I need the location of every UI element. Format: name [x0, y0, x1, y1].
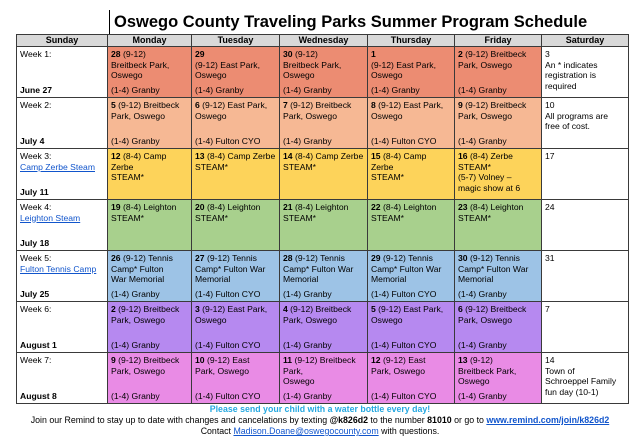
- day-afternoon-activity: (1-4) Granby: [458, 391, 507, 402]
- day-number: 9: [111, 355, 116, 365]
- day-activity-line: (9-12) East Park,: [195, 59, 260, 70]
- day-activity-line: (9-12) East Park,: [378, 100, 444, 110]
- saturday-note-line: required: [545, 80, 577, 91]
- week-label: Week 2:: [20, 100, 52, 110]
- day-activity-line: STEAM*: [458, 212, 491, 223]
- saturday-note-line: registration is: [545, 70, 597, 81]
- week-label: Week 7:: [20, 355, 52, 365]
- week-row: [17, 302, 629, 353]
- day-number: 5: [111, 100, 116, 110]
- day-number: 27: [195, 253, 205, 263]
- day-number: 21: [283, 202, 293, 212]
- day-number: 29: [195, 49, 205, 59]
- header-sunday: Sunday: [17, 35, 108, 47]
- day-activity-line: Oswego: [283, 376, 315, 387]
- day-first-line: [458, 49, 538, 60]
- day-activity-line: (9-12) East: [206, 355, 250, 365]
- day-afternoon-activity: (1-4) Granby: [283, 340, 332, 351]
- remind-text-c: or go to: [451, 415, 487, 425]
- day-activity-line: (9-12) Tennis: [122, 253, 173, 263]
- header-thursday: Thursday: [368, 35, 455, 47]
- day-first-line: [283, 253, 364, 264]
- saturday-date: 7: [545, 304, 550, 314]
- week-date: July 25: [20, 289, 50, 300]
- day-activity-line: Camp* Fulton War: [458, 263, 529, 274]
- day-activity-line: (9-12) Breitbeck: [118, 100, 180, 110]
- day-activity-line: (9-12) Breitbeck: [290, 100, 352, 110]
- saturday-note-line: fun day (10-1): [545, 386, 599, 397]
- day-afternoon-activity: (1-4) Granby: [458, 85, 507, 96]
- day-number: 14: [283, 151, 293, 161]
- day-cell: [368, 47, 455, 98]
- day-activity-line: Park, Oswego: [458, 314, 512, 325]
- day-afternoon-activity: (1-4) Granby: [111, 340, 160, 351]
- week-cell: [17, 149, 108, 200]
- day-first-line: [111, 151, 188, 172]
- day-activity-line: Camp* Fulton War: [195, 263, 266, 274]
- day-activity-line: Park, Oswego: [111, 110, 165, 121]
- saturday-date: 3: [545, 49, 550, 59]
- day-activity-line: (9-12) Breitbeck: [118, 304, 180, 314]
- day-number: 2: [458, 49, 463, 59]
- day-afternoon-activity: (1-4) Granby: [371, 85, 420, 96]
- day-activity-line: (9-12) Breitbeck: [294, 355, 356, 365]
- saturday-note-line: free of cost.: [545, 121, 590, 132]
- day-number: 28: [283, 253, 293, 263]
- day-cell: [280, 353, 368, 404]
- saturday-note-line: Schroeppel Family: [545, 376, 617, 387]
- day-first-line: [458, 304, 538, 315]
- day-afternoon-activity: (1-4) Fulton CYO: [195, 340, 261, 351]
- day-activity-line: (9-12) Breitbeck: [290, 304, 352, 314]
- day-number: 23: [458, 202, 468, 212]
- day-number: 26: [111, 253, 121, 263]
- week-label: Week 1:: [20, 49, 52, 59]
- week-cell: [17, 251, 108, 302]
- day-first-line: [195, 202, 276, 213]
- day-afternoon-activity: (1-4) Granby: [195, 85, 244, 96]
- day-activity-line: Oswego: [371, 70, 403, 81]
- remind-note: [0, 415, 640, 426]
- day-first-line: [371, 202, 451, 213]
- day-first-line: [283, 355, 364, 366]
- week-cell: [17, 200, 108, 251]
- day-afternoon-activity: (1-4) Granby: [111, 391, 160, 402]
- day-first-line: [283, 202, 364, 213]
- day-first-line: [195, 253, 276, 264]
- day-activity-line: (5-7) Volney –: [458, 172, 512, 183]
- day-activity-line: STEAM*: [283, 161, 316, 172]
- saturday-cell: [542, 251, 629, 302]
- day-cell: [455, 47, 542, 98]
- week-program-link[interactable]: Camp Zerbe Steam: [20, 161, 95, 172]
- day-number: 12: [371, 355, 381, 365]
- day-activity-line: (9-12) Breitbeck: [465, 304, 527, 314]
- day-number: 5: [371, 304, 376, 314]
- day-first-line: [371, 151, 451, 172]
- saturday-date: 14: [545, 355, 555, 365]
- day-activity-line: Park, Oswego: [371, 365, 425, 376]
- day-number: 29: [371, 253, 381, 263]
- saturday-cell: [542, 149, 629, 200]
- saturday-date: 17: [545, 151, 555, 161]
- day-activity-line: Oswego: [371, 110, 403, 121]
- contact-note: [0, 426, 640, 437]
- day-activity-line: Camp* Fulton War: [371, 263, 442, 274]
- day-activity-line: (8-4) Leighton: [294, 202, 349, 212]
- day-cell: [108, 98, 192, 149]
- day-activity-line: STEAM*: [283, 212, 316, 223]
- day-cell: [455, 149, 542, 200]
- day-activity-line: STEAM*: [371, 172, 404, 183]
- day-cell: [192, 98, 280, 149]
- day-activity-line: Camp* Fulton: [111, 263, 164, 274]
- day-cell: [192, 149, 280, 200]
- day-number: 30: [458, 253, 468, 263]
- day-activity-line: (9-12) Breitbeck: [465, 49, 527, 59]
- day-cell: [280, 251, 368, 302]
- day-activity-line: Park,: [283, 365, 304, 376]
- remind-number: 81010: [427, 415, 452, 425]
- page-title: Oswego County Traveling Parks Summer Program Schedule: [109, 10, 587, 34]
- day-activity-line: Park, Oswego: [283, 314, 337, 325]
- week-label: Week 3:: [20, 151, 52, 161]
- day-afternoon-activity: (1-4) Fulton CYO: [371, 391, 437, 402]
- week-date: August 8: [20, 391, 57, 402]
- day-afternoon-activity: (1-4) Granby: [111, 136, 160, 147]
- saturday-cell: [542, 200, 629, 251]
- day-afternoon-activity: (1-4) Granby: [458, 340, 507, 351]
- week-row: [17, 200, 629, 251]
- day-activity-line: (9-12) East: [382, 355, 426, 365]
- week-date: August 1: [20, 340, 57, 351]
- header-monday: Monday: [108, 35, 192, 47]
- day-afternoon-activity: (1-4) Fulton CYO: [371, 340, 437, 351]
- day-number: 11: [283, 355, 293, 365]
- day-activity-line: (9-12) Breitbeck: [118, 355, 180, 365]
- day-activity-line: Memorial: [195, 274, 231, 285]
- week-program-link[interactable]: Fulton Tennis Camp: [20, 263, 97, 274]
- day-number: 19: [111, 202, 121, 212]
- day-first-line: [111, 304, 188, 315]
- day-activity-line: Oswego: [111, 70, 143, 81]
- saturday-date: 24: [545, 202, 555, 212]
- week-cell: [17, 353, 108, 404]
- day-cell: [280, 200, 368, 251]
- day-cell: [455, 251, 542, 302]
- day-activity-line: (8-4) Camp Zerbe: [371, 151, 427, 172]
- day-activity-line: (8-4) Camp Zerbe: [206, 151, 276, 161]
- day-activity-line: (9-12) Tennis: [294, 253, 345, 263]
- day-first-line: [283, 151, 364, 162]
- day-cell: [455, 302, 542, 353]
- day-cell: [192, 251, 280, 302]
- header-wednesday: Wednesday: [280, 35, 368, 47]
- day-number: 6: [195, 100, 200, 110]
- day-first-line: [458, 253, 538, 264]
- day-cell: [108, 47, 192, 98]
- day-cell: [192, 302, 280, 353]
- day-activity-line: (9-12) East Park,: [371, 59, 436, 70]
- day-activity-line: (9-12) Tennis: [469, 253, 520, 263]
- day-activity-line: Park, Oswego: [111, 365, 165, 376]
- day-cell: [368, 200, 455, 251]
- day-first-line: [111, 253, 188, 264]
- day-activity-line: Park, Oswego: [111, 314, 165, 325]
- remind-code: @k826d2: [329, 415, 368, 425]
- day-afternoon-activity: (1-4) Granby: [458, 289, 507, 300]
- day-first-line: [195, 100, 276, 111]
- day-activity-line: (9-12): [469, 355, 493, 365]
- day-first-line: [371, 253, 451, 264]
- day-cell: [455, 353, 542, 404]
- day-cell: [108, 302, 192, 353]
- day-cell: [280, 98, 368, 149]
- saturday-note-line: Town of: [545, 365, 575, 376]
- week-cell: [17, 302, 108, 353]
- week-date: July 11: [20, 187, 49, 198]
- day-activity-line: Camp* Fulton War: [283, 263, 354, 274]
- day-first-line: [111, 100, 188, 111]
- day-activity-line: War Memorial: [111, 274, 165, 285]
- contact-text-b: with questions.: [378, 426, 440, 436]
- day-number: 22: [371, 202, 381, 212]
- day-activity-line: Oswego: [195, 110, 227, 121]
- week-row: [17, 251, 629, 302]
- day-activity-line: (9-12) East Park,: [202, 100, 268, 110]
- day-activity-line: (8-4) Leighton: [382, 202, 437, 212]
- saturday-cell: [542, 353, 629, 404]
- day-first-line: [195, 304, 276, 315]
- day-activity-line: Breitbeck Park,: [283, 59, 342, 70]
- day-activity-line: (8-4) Zerbe: [469, 151, 513, 161]
- day-first-line: [195, 355, 276, 366]
- saturday-note-line: All programs are: [545, 110, 609, 121]
- day-cell: [368, 302, 455, 353]
- saturday-cell: [542, 47, 629, 98]
- day-activity-line: STEAM*: [195, 212, 228, 223]
- day-activity-line: STEAM*: [195, 161, 228, 172]
- day-activity-line: (8-4) Leighton: [469, 202, 524, 212]
- day-activity-line: (9-12): [294, 49, 318, 59]
- day-number: 6: [458, 304, 463, 314]
- schedule-table: [16, 34, 629, 404]
- week-row: [17, 149, 629, 200]
- day-activity-line: (8-4) Camp Zerbe: [111, 151, 167, 172]
- day-activity-line: Oswego: [195, 314, 227, 325]
- contact-email-link[interactable]: Madison.Doane@oswegocounty.com: [233, 426, 379, 436]
- saturday-cell: [542, 302, 629, 353]
- day-activity-line: STEAM*: [111, 212, 144, 223]
- remind-text-b: to the number: [367, 415, 428, 425]
- day-afternoon-activity: (1-4) Granby: [111, 85, 160, 96]
- day-activity-line: (9-12) East Park,: [378, 304, 444, 314]
- day-first-line: [458, 202, 538, 213]
- day-activity-line: (9-12) Tennis: [206, 253, 257, 263]
- day-activity-line: (8-4) Leighton: [122, 202, 177, 212]
- day-activity-line: Oswego: [371, 314, 403, 325]
- day-cell: [108, 251, 192, 302]
- day-number: 2: [111, 304, 116, 314]
- day-cell: [192, 47, 280, 98]
- day-number: 3: [195, 304, 200, 314]
- week-date: July 18: [20, 238, 50, 249]
- day-activity-line: Park, Oswego: [458, 110, 512, 121]
- day-afternoon-activity: (1-4) Granby: [283, 85, 332, 96]
- day-cell: [280, 302, 368, 353]
- day-number: 13: [458, 355, 468, 365]
- day-afternoon-activity: (1-4) Fulton CYO: [371, 289, 437, 300]
- day-cell: [280, 149, 368, 200]
- day-afternoon-activity: (1-4) Fulton CYO: [195, 289, 261, 300]
- day-activity-line: Memorial: [283, 274, 319, 285]
- saturday-date: 10: [545, 100, 555, 110]
- day-number: 20: [195, 202, 205, 212]
- day-cell: [368, 251, 455, 302]
- day-number: 12: [111, 151, 121, 161]
- day-first-line: [371, 304, 451, 315]
- contact-text-a: Contact: [200, 426, 234, 436]
- day-number: 7: [283, 100, 288, 110]
- day-activity-line: (8-4) Camp Zerbe: [294, 151, 364, 161]
- header-saturday: Saturday: [542, 35, 629, 47]
- day-afternoon-activity: (1-4) Fulton CYO: [195, 136, 261, 147]
- week-cell: [17, 47, 108, 98]
- day-first-line: [195, 151, 276, 162]
- day-activity-line: Oswego: [458, 376, 490, 387]
- day-activity-line: Breitbeck Park,: [111, 59, 170, 70]
- week-cell: [17, 98, 108, 149]
- day-activity-line: magic show at 6: [458, 182, 521, 193]
- day-activity-line: Oswego: [195, 70, 227, 81]
- day-activity-line: STEAM*: [111, 172, 144, 183]
- day-afternoon-activity: (1-4) Granby: [283, 136, 332, 147]
- day-number: 30: [283, 49, 293, 59]
- day-number: 15: [371, 151, 381, 161]
- day-number: 13: [195, 151, 205, 161]
- day-first-line: [458, 151, 538, 162]
- day-activity-line: Park, Oswego: [283, 110, 337, 121]
- remind-text-a: Join our Remind to stay up to date with changes and cancelations by texting: [30, 415, 330, 425]
- header-tuesday: Tuesday: [192, 35, 280, 47]
- day-number: 4: [283, 304, 288, 314]
- day-activity-line: Park, Oswego: [195, 365, 249, 376]
- day-first-line: [283, 49, 364, 60]
- day-cell: [280, 47, 368, 98]
- day-afternoon-activity: (1-4) Fulton CYO: [195, 391, 261, 402]
- day-number: 9: [458, 100, 463, 110]
- day-activity-line: Memorial: [371, 274, 407, 285]
- saturday-date: 31: [545, 253, 555, 263]
- day-activity-line: STEAM*: [458, 161, 491, 172]
- day-afternoon-activity: (1-4) Fulton CYO: [371, 136, 437, 147]
- water-bottle-note: Please send your child with a water bottle every day!: [209, 404, 431, 414]
- day-first-line: [371, 355, 451, 366]
- day-first-line: [111, 202, 188, 213]
- day-cell: [455, 98, 542, 149]
- week-row: [17, 353, 629, 404]
- week-row: [17, 47, 629, 98]
- day-first-line: [458, 355, 538, 366]
- day-first-line: [111, 355, 188, 366]
- day-afternoon-activity: (1-4) Granby: [283, 391, 332, 402]
- day-activity-line: (9-12) Tennis: [382, 253, 433, 263]
- day-activity-line: Breitbeck Park,: [458, 365, 517, 376]
- day-cell: [192, 200, 280, 251]
- header-friday: Friday: [455, 35, 542, 47]
- day-afternoon-activity: (1-4) Granby: [111, 289, 160, 300]
- week-date: June 27: [20, 85, 53, 96]
- day-number: 16: [458, 151, 468, 161]
- day-activity-line: Park, Oswego: [458, 59, 512, 70]
- week-label: Week 4:: [20, 202, 52, 212]
- day-cell: [455, 200, 542, 251]
- day-cell: [108, 353, 192, 404]
- day-first-line: [371, 100, 451, 111]
- day-cell: [108, 200, 192, 251]
- saturday-cell: [542, 98, 629, 149]
- day-cell: [108, 149, 192, 200]
- week-row: [17, 98, 629, 149]
- day-afternoon-activity: (1-4) Granby: [283, 289, 332, 300]
- week-date: July 4: [20, 136, 45, 147]
- day-number: 28: [111, 49, 121, 59]
- header-row: [17, 35, 629, 47]
- day-activity-line: (9-12) East Park,: [202, 304, 268, 314]
- day-activity-line: (9-12) Breitbeck: [465, 100, 527, 110]
- day-number: 10: [195, 355, 205, 365]
- week-program-link[interactable]: Leighton Steam: [20, 212, 81, 223]
- day-activity-line: (9-12): [122, 49, 146, 59]
- day-activity-line: STEAM*: [371, 212, 404, 223]
- day-number: 1: [371, 49, 376, 59]
- day-first-line: [195, 49, 276, 60]
- day-first-line: [283, 100, 364, 111]
- day-first-line: [111, 49, 188, 60]
- day-activity-line: Oswego: [283, 70, 315, 81]
- day-cell: [192, 353, 280, 404]
- week-label: Week 5:: [20, 253, 52, 263]
- day-first-line: [371, 49, 451, 60]
- day-cell: [368, 353, 455, 404]
- week-label: Week 6:: [20, 304, 52, 314]
- day-activity-line: Memorial: [458, 274, 494, 285]
- day-afternoon-activity: (1-4) Granby: [458, 136, 507, 147]
- remind-link[interactable]: www.remind.com/join/k826d2: [486, 415, 610, 425]
- day-cell: [368, 98, 455, 149]
- day-first-line: [458, 100, 538, 111]
- day-cell: [368, 149, 455, 200]
- day-activity-line: (8-4) Leighton: [206, 202, 261, 212]
- saturday-note-line: An * indicates: [545, 59, 598, 70]
- day-number: 8: [371, 100, 376, 110]
- day-first-line: [283, 304, 364, 315]
